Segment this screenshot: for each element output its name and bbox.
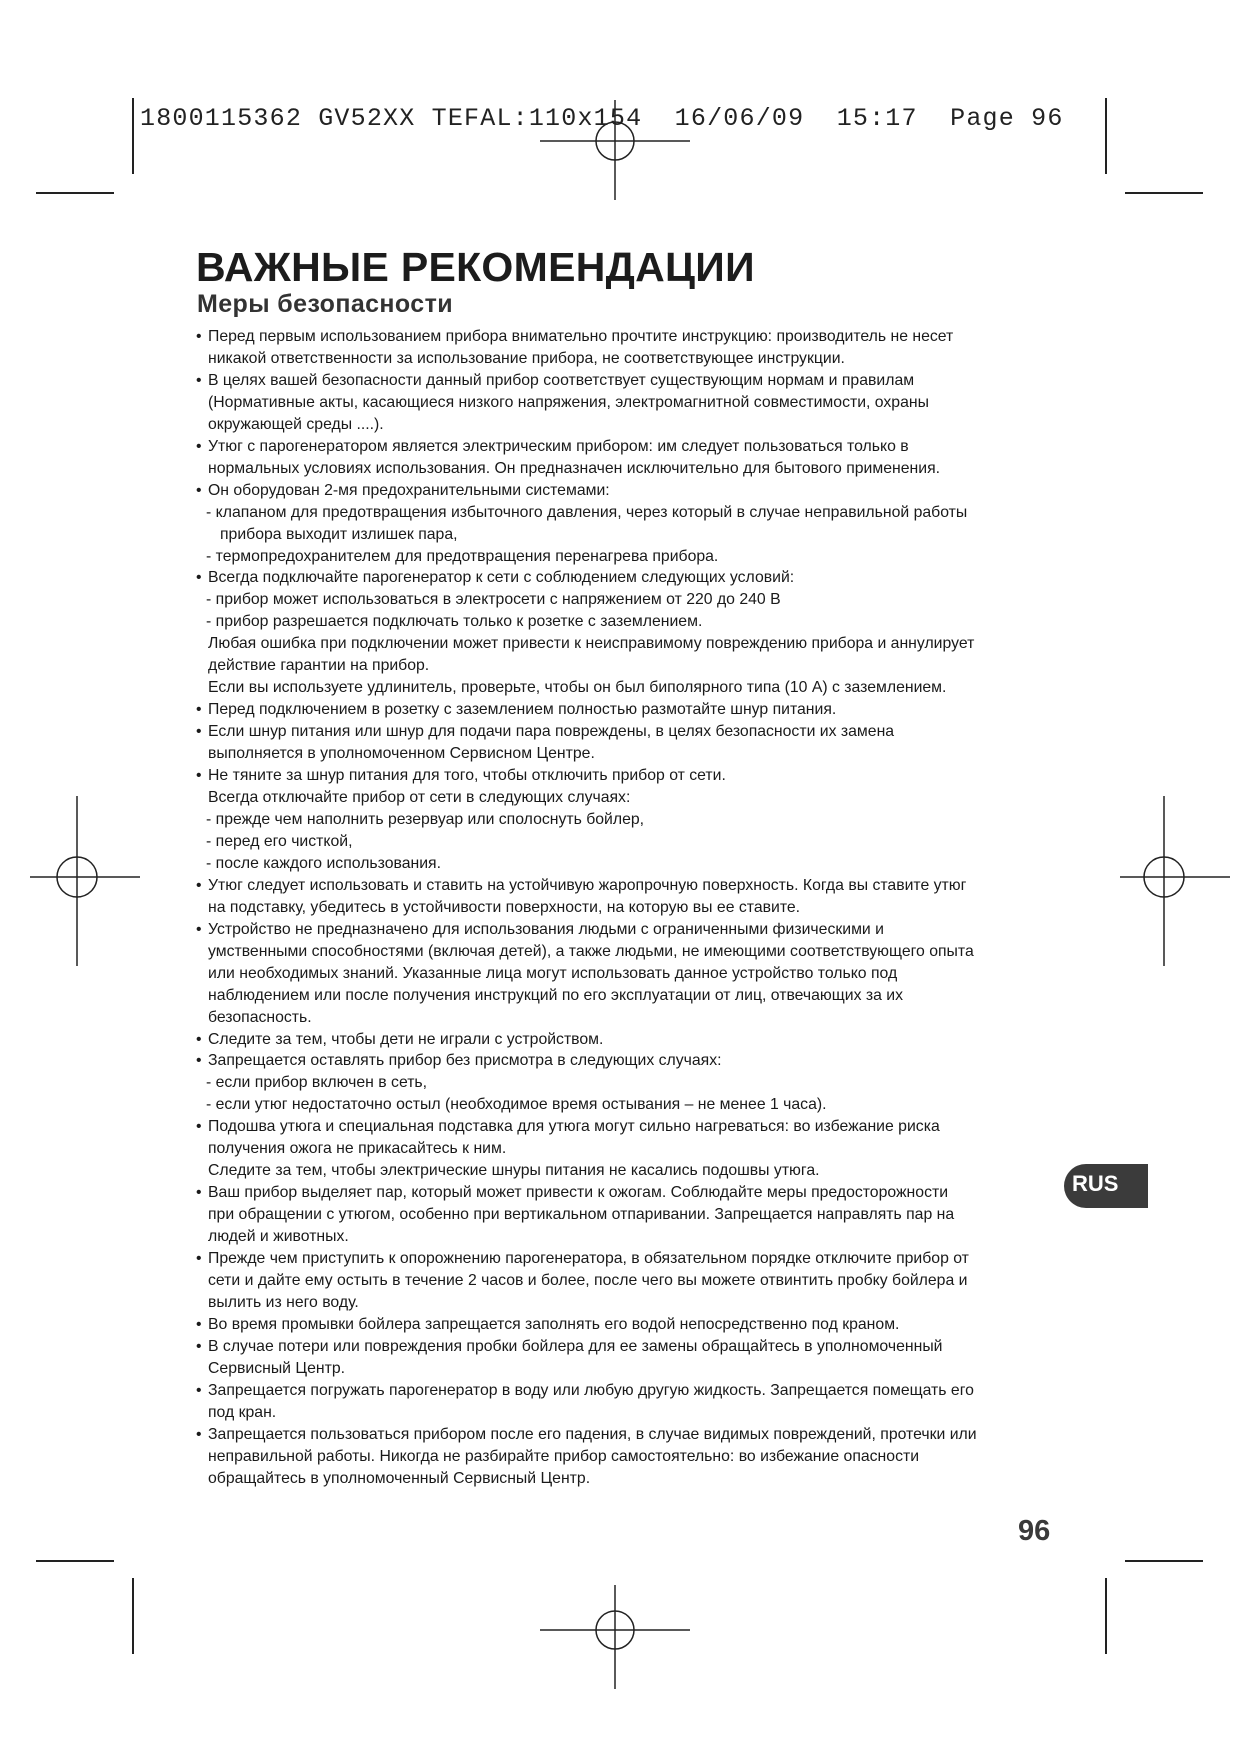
print-slug: 1800115362 GV52XX TEFAL:110x154 16/06/09 15:17 Page 96	[140, 104, 1064, 133]
line-text: Всегда отключайте прибор от сети в следующих случаях:	[208, 789, 631, 807]
crop-mark	[1125, 1560, 1203, 1562]
line-text: Перед первым использованием прибора внимательно прочтите инструкцию: производитель не несет	[208, 328, 954, 345]
line-text: Сервисный Центр.	[208, 1359, 345, 1377]
bullet-item	[196, 919, 1068, 941]
line-text: Он оборудован 2-мя предохранительными системами:	[208, 481, 610, 499]
bullet-item	[196, 721, 1068, 743]
text-line	[196, 633, 1068, 655]
text-line	[196, 502, 1068, 524]
bullet-dot: •	[196, 437, 202, 455]
bullet-item	[196, 326, 1068, 348]
bullet-dot: •	[196, 876, 202, 894]
line-text: людей и животных.	[208, 1228, 349, 1246]
bullet-dot: •	[196, 1337, 202, 1355]
line-text: Ваш прибор выделяет пар, который может привести к ожогам. Соблюдайте меры предосторожности	[208, 1184, 949, 1202]
text-line	[196, 1468, 1068, 1490]
line-text: при обращении с утюгом, особенно при вертикальном отпаривании. Запрещается направлять пар на	[208, 1206, 955, 1224]
text-line	[196, 941, 1068, 963]
line-text: прибора выходит излишек пара,	[220, 525, 458, 543]
bullet-dot: •	[196, 1250, 202, 1268]
line-text: - прибор может использоваться в электросети с напряжением от 220 до 240 В	[206, 591, 781, 609]
line-text: Запрещается погружать парогенератор в воду или любую другую жидкость. Запрещается помещать его	[208, 1381, 974, 1399]
registration-mark-bottom	[540, 1585, 690, 1695]
line-text: Во время промывки бойлера запрещается заполнять его водой непосредственно под краном.	[208, 1315, 900, 1333]
crop-mark	[36, 192, 114, 194]
bullet-item	[196, 436, 1068, 458]
text-line	[196, 897, 1068, 919]
line-text: действие гарантии на прибор.	[208, 657, 430, 675]
text-line	[196, 787, 1068, 809]
text-line	[196, 1007, 1068, 1029]
bullet-dot: •	[196, 328, 202, 345]
text-line	[196, 392, 1068, 414]
text-line	[196, 677, 1068, 699]
line-text: безопасность.	[208, 1008, 312, 1026]
bullet-dot: •	[196, 481, 202, 499]
line-text: нормальных условиях использования. Он предназначен исключительно для бытового применения.	[208, 459, 941, 477]
text-line	[196, 524, 1068, 546]
text-line	[196, 809, 1068, 831]
line-text: вылить из него воду.	[208, 1293, 359, 1311]
line-text: Перед подключением в розетку с заземлением полностью размотайте шнур питания.	[208, 701, 837, 719]
line-text: сети и дайте ему остыть в течение 2 часов и более, после чего вы можете отвинтить пробку бойлера и	[208, 1271, 968, 1289]
crop-mark	[132, 98, 134, 174]
bullet-item	[196, 1314, 1068, 1336]
bullet-item	[196, 1380, 1068, 1402]
line-text: - после каждого использования.	[206, 854, 441, 872]
line-text: Любая ошибка при подключении может привести к неисправимому повреждению прибора и аннулирует	[208, 635, 975, 653]
page-title: ВАЖНЫЕ РЕКОМЕНДАЦИИ	[196, 244, 755, 290]
text-line	[196, 458, 1068, 480]
text-line	[196, 1072, 1068, 1094]
line-text: Прежде чем приступить к опорожнению парогенератора, в обязательном порядке отключите прибор от	[208, 1250, 969, 1268]
crop-mark	[1125, 192, 1203, 194]
text-line	[196, 1138, 1068, 1160]
line-text: - клапаном для предотвращения избыточного давления, через который в случае неправильной работы	[206, 503, 968, 521]
line-text: Запрещается пользоваться прибором после его падения, в случае видимых повреждений, протечки или	[208, 1425, 977, 1443]
text-line	[196, 546, 1068, 568]
text-line	[196, 1358, 1068, 1380]
text-line	[196, 743, 1068, 765]
language-tab-label: RUS	[1072, 1171, 1119, 1196]
text-line	[196, 1160, 1068, 1182]
text-line	[196, 655, 1068, 677]
line-text: или необходимых знаний. Указанные лица могут использовать данное устройство только под	[208, 964, 898, 982]
line-text: никакой ответственности за использование прибора, не соответствующее инструкции.	[208, 349, 845, 367]
line-text: обращайтесь в уполномоченный Сервисный Центр.	[208, 1469, 591, 1487]
line-text: Не тяните за шнур питания для того, чтобы отключить прибор от сети.	[208, 767, 726, 785]
text-line	[196, 1270, 1068, 1292]
line-text: под кран.	[208, 1403, 277, 1421]
text-line	[196, 1226, 1068, 1248]
registration-mark-left	[30, 796, 140, 966]
crop-mark	[1105, 1578, 1107, 1654]
line-text: умственными способностями (включая детей), а также людьми, не имеющими соответствующего опыта	[208, 942, 974, 960]
page-number: 96	[1018, 1515, 1051, 1547]
line-text: В целях вашей безопасности данный прибор соответствует существующим нормам и правилам	[208, 371, 915, 389]
text-line	[196, 1402, 1068, 1424]
line-text: - если утюг недостаточно остыл (необходимое время остывания – не менее 1 часа).	[206, 1096, 827, 1114]
bullet-item	[196, 1336, 1068, 1358]
line-text: Устройство не предназначено для использования людьми с ограниченными физическими и	[208, 920, 884, 938]
text-line	[196, 414, 1068, 436]
text-line	[196, 1446, 1068, 1468]
text-line	[196, 589, 1068, 611]
line-text: Всегда подключайте парогенератор к сети с соблюдением следующих условий:	[208, 569, 795, 587]
text-line	[196, 348, 1068, 370]
bullet-item	[196, 1116, 1068, 1138]
line-text: Утюг с парогенератором является электрическим прибором: им следует пользоваться только в	[208, 437, 909, 455]
bullet-dot: •	[196, 1030, 202, 1048]
line-text: окружающей среды ....).	[208, 415, 384, 433]
line-text: выполняется в уполномоченном Сервисном Центре.	[208, 745, 595, 763]
line-text: В случае потери или повреждения пробки бойлера для ее замены обращайтесь в уполномоченный	[208, 1337, 943, 1355]
bullet-item	[196, 1029, 1068, 1051]
crop-mark	[132, 1578, 134, 1654]
line-text: (Нормативные акты, касающиеся низкого напряжения, электромагнитной совместимости, охраны	[208, 393, 929, 411]
text-line	[196, 611, 1068, 633]
bullet-dot: •	[196, 723, 202, 741]
bullet-dot: •	[196, 920, 202, 938]
text-line	[196, 963, 1068, 985]
line-text: на подставку, убедитесь в устойчивости поверхности, на которую вы ее ставите.	[208, 898, 801, 916]
line-text: Утюг следует использовать и ставить на устойчивую жаропрочную поверхность. Когда вы ставите утюг	[208, 876, 967, 894]
bullet-item	[196, 480, 1068, 502]
line-text: неправильной работы. Никогда не разбирайте прибор самостоятельно: во избежание опасности	[208, 1447, 920, 1465]
bullet-dot: •	[196, 1184, 202, 1202]
bullet-item	[196, 1248, 1068, 1270]
line-text: - прежде чем наполнить резервуар или сполоснуть бойлер,	[206, 810, 645, 828]
line-text: - прибор разрешается подключать только к розетке с заземлением.	[206, 613, 703, 631]
line-text: Следите за тем, чтобы электрические шнуры питания не касались подошвы утюга.	[208, 1162, 820, 1180]
line-text: Запрещается оставлять прибор без присмотра в следующих случаях:	[208, 1052, 722, 1070]
text-line	[196, 831, 1068, 853]
bullet-dot: •	[196, 1118, 202, 1136]
bullet-dot: •	[196, 767, 202, 785]
crop-mark	[1105, 98, 1107, 174]
line-text: получения ожога не прикасайтесь к ним.	[208, 1140, 507, 1158]
bullet-item	[196, 1424, 1068, 1446]
bullet-dot: •	[196, 371, 202, 389]
text-line	[196, 1204, 1068, 1226]
text-line	[196, 1094, 1068, 1116]
text-line	[196, 1292, 1068, 1314]
line-text: Следите за тем, чтобы дети не играли с устройством.	[208, 1030, 604, 1048]
bullet-item	[196, 699, 1068, 721]
line-text: - термопредохранителем для предотвращения перенагрева прибора.	[206, 547, 719, 565]
crop-mark	[36, 1560, 114, 1562]
bullet-dot: •	[196, 1315, 202, 1333]
bullet-dot: •	[196, 1381, 202, 1399]
line-text: - перед его чисткой,	[206, 832, 353, 850]
bullet-dot: •	[196, 1425, 202, 1443]
line-text: Подошва утюга и специальная подставка для утюга могут сильно нагреваться: во избежание риска	[208, 1118, 940, 1136]
line-text: Если шнур питания или шнур для подачи пара повреждены, в целях безопасности их замена	[208, 723, 895, 741]
line-text: наблюдением или после получения инструкций по его эксплуатации от лиц, отвечающих за их	[208, 986, 904, 1004]
bullet-item	[196, 567, 1068, 589]
bullet-item	[196, 1050, 1068, 1072]
bullet-item	[196, 875, 1068, 897]
registration-mark-right	[1120, 796, 1230, 966]
bullet-dot: •	[196, 701, 202, 719]
section-subtitle: Меры безопасности	[197, 290, 453, 318]
text-line	[196, 985, 1068, 1007]
line-text: - если прибор включен в сеть,	[206, 1074, 428, 1092]
bullet-dot: •	[196, 569, 202, 587]
bullet-dot: •	[196, 1052, 202, 1070]
bullet-item	[196, 765, 1068, 787]
safety-instructions	[196, 326, 1068, 1490]
text-line	[196, 853, 1068, 875]
bullet-item	[196, 1182, 1068, 1204]
line-text: Если вы используете удлинитель, проверьте, чтобы он был биполярного типа (10 А) с заземлением.	[208, 679, 947, 697]
bullet-item	[196, 370, 1068, 392]
